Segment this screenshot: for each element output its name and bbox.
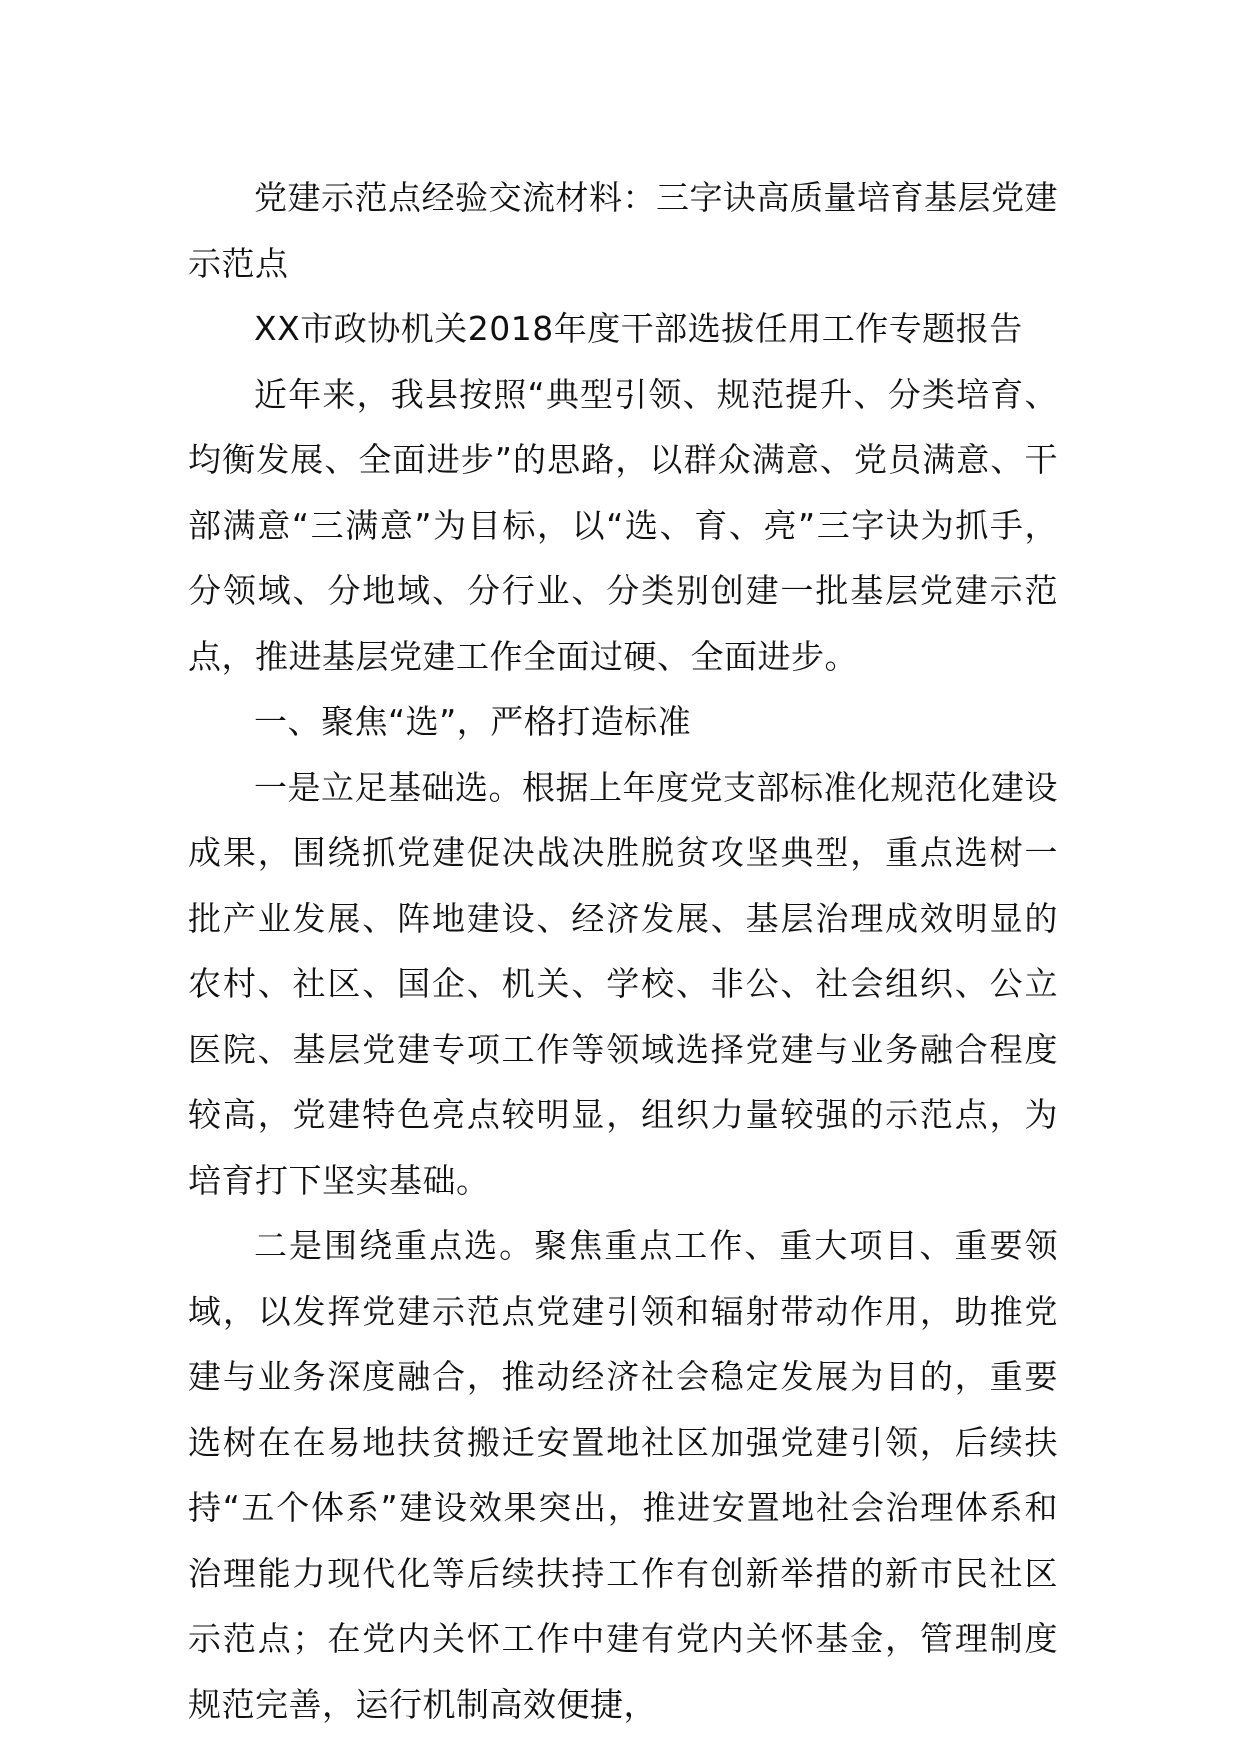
body-paragraph-1: 一是立足基础选。根据上年度党支部标准化规范化建设成果，围绕抓党建促决战决胜脱贫攻坚典型，重点选树一批产业发展、阵地建设、经济发展、基层治理成效明显的农村、社区、国企、机关、学校、非公、社会组织、公立医院、基层党建专项工作等领域选择党建与业务融合程度较高，党建特色亮点较明显，组织力量较强的示范点，为培育打下坚实基础。 <box>188 767 1058 1200</box>
intro-paragraph: 近年来，我县按照“典型引领、规范提升、分类培育、均衡发展、全面进步”的思路，以群众满意、党员满意、干部满意“三满意”为目标，以“选、育、亮”三字诀为抓手，分领域、分地域、分行业、分类别创建一批基层党建示范点，推进基层党建工作全面过硬、全面进步。 <box>188 374 1058 676</box>
report-subtitle: XX市政协机关2018年度干部选拔任用工作专题报告 <box>254 309 1023 348</box>
body-paragraph-2: 二是围绕重点选。聚焦重点工作、重大项目、重要领域，以发挥党建示范点党建引领和辐射带动作用，助推党建与业务深度融合，推动经济社会稳定发展为目的，重要选树在在易地扶贫搬迁安置地社区加强党建引领，后续扶持“五个体系”建设效果突出，推进安置地社会治理体系和治理能力现代化等后续扶持工作有创新举措的新市民社区示范点；在党内关怀工作中建有党内关怀基金，管理制度规范完善，运行机制高效便捷， <box>188 1226 1058 1724</box>
section-heading-1: 一、聚焦“选”，严格打造标准 <box>254 702 692 741</box>
document-title: 党建示范点经验交流材料：三字诀高质量培育基层党建示范点 <box>188 178 1058 283</box>
document-page <box>188 165 1058 1737</box>
